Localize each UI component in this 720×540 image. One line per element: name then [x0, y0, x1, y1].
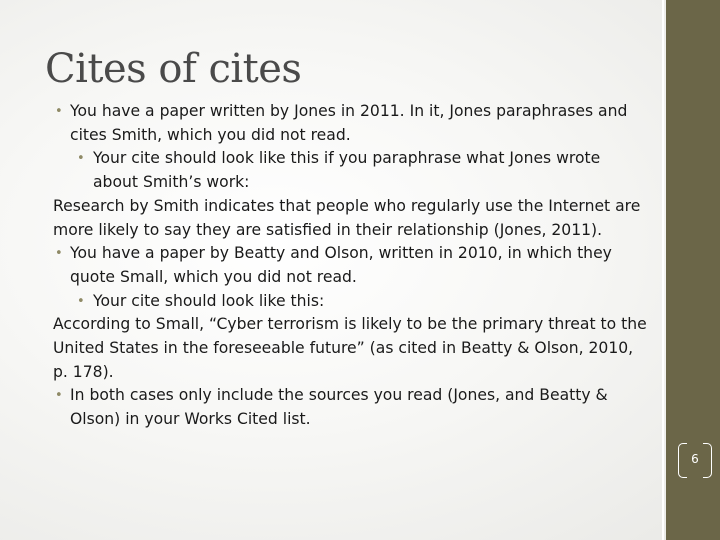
- example-citation: [53, 313, 649, 384]
- page-number-badge: [678, 443, 712, 479]
- paragraph-text: Your cite should look like this:: [93, 291, 325, 310]
- slide-title: Cites of cites: [45, 46, 302, 92]
- paragraph-text: According to Small, “Cyber terrorism is likely to be the primary threat to the United States in the foreseeable future” (as cited in Beatty & Olson, 2010, p. 178).: [53, 315, 647, 381]
- sub-bullet-paragraph: [53, 147, 649, 194]
- bullet-paragraph: [53, 384, 649, 431]
- paragraph-text: You have a paper written by Jones in 2011. In it, Jones paraphrases and cites Smith, which you did not read.: [70, 102, 628, 144]
- side-divider-line: [662, 0, 664, 540]
- paragraph-text: In both cases only include the sources you read (Jones, and Beatty & Olson) in your Works Cited list.: [70, 386, 608, 429]
- paragraph-text: Research by Smith indicates that people who regularly use the Internet are more likely to say they are satisfied in their relationship (Jones, 2011).: [53, 196, 641, 239]
- slide-content: [53, 100, 649, 432]
- sub-bullet-paragraph: [53, 290, 649, 314]
- bullet-paragraph: [53, 100, 649, 147]
- paragraph-text: You have a paper by Beatty and Olson, written in 2010, in which they quote Small, which you did not read.: [70, 244, 612, 286]
- bullet-icon: •: [55, 104, 63, 119]
- bullet-icon: •: [77, 151, 85, 167]
- bullet-paragraph: [53, 242, 649, 289]
- bullet-icon: •: [55, 388, 63, 404]
- bullet-icon: •: [55, 246, 63, 262]
- page-number: 6: [691, 452, 699, 466]
- paragraph-text: Your cite should look like this if you paraphrase what Jones wrote about Smith’s work:: [93, 149, 601, 192]
- bullet-icon: •: [77, 293, 85, 309]
- example-citation: [53, 195, 649, 242]
